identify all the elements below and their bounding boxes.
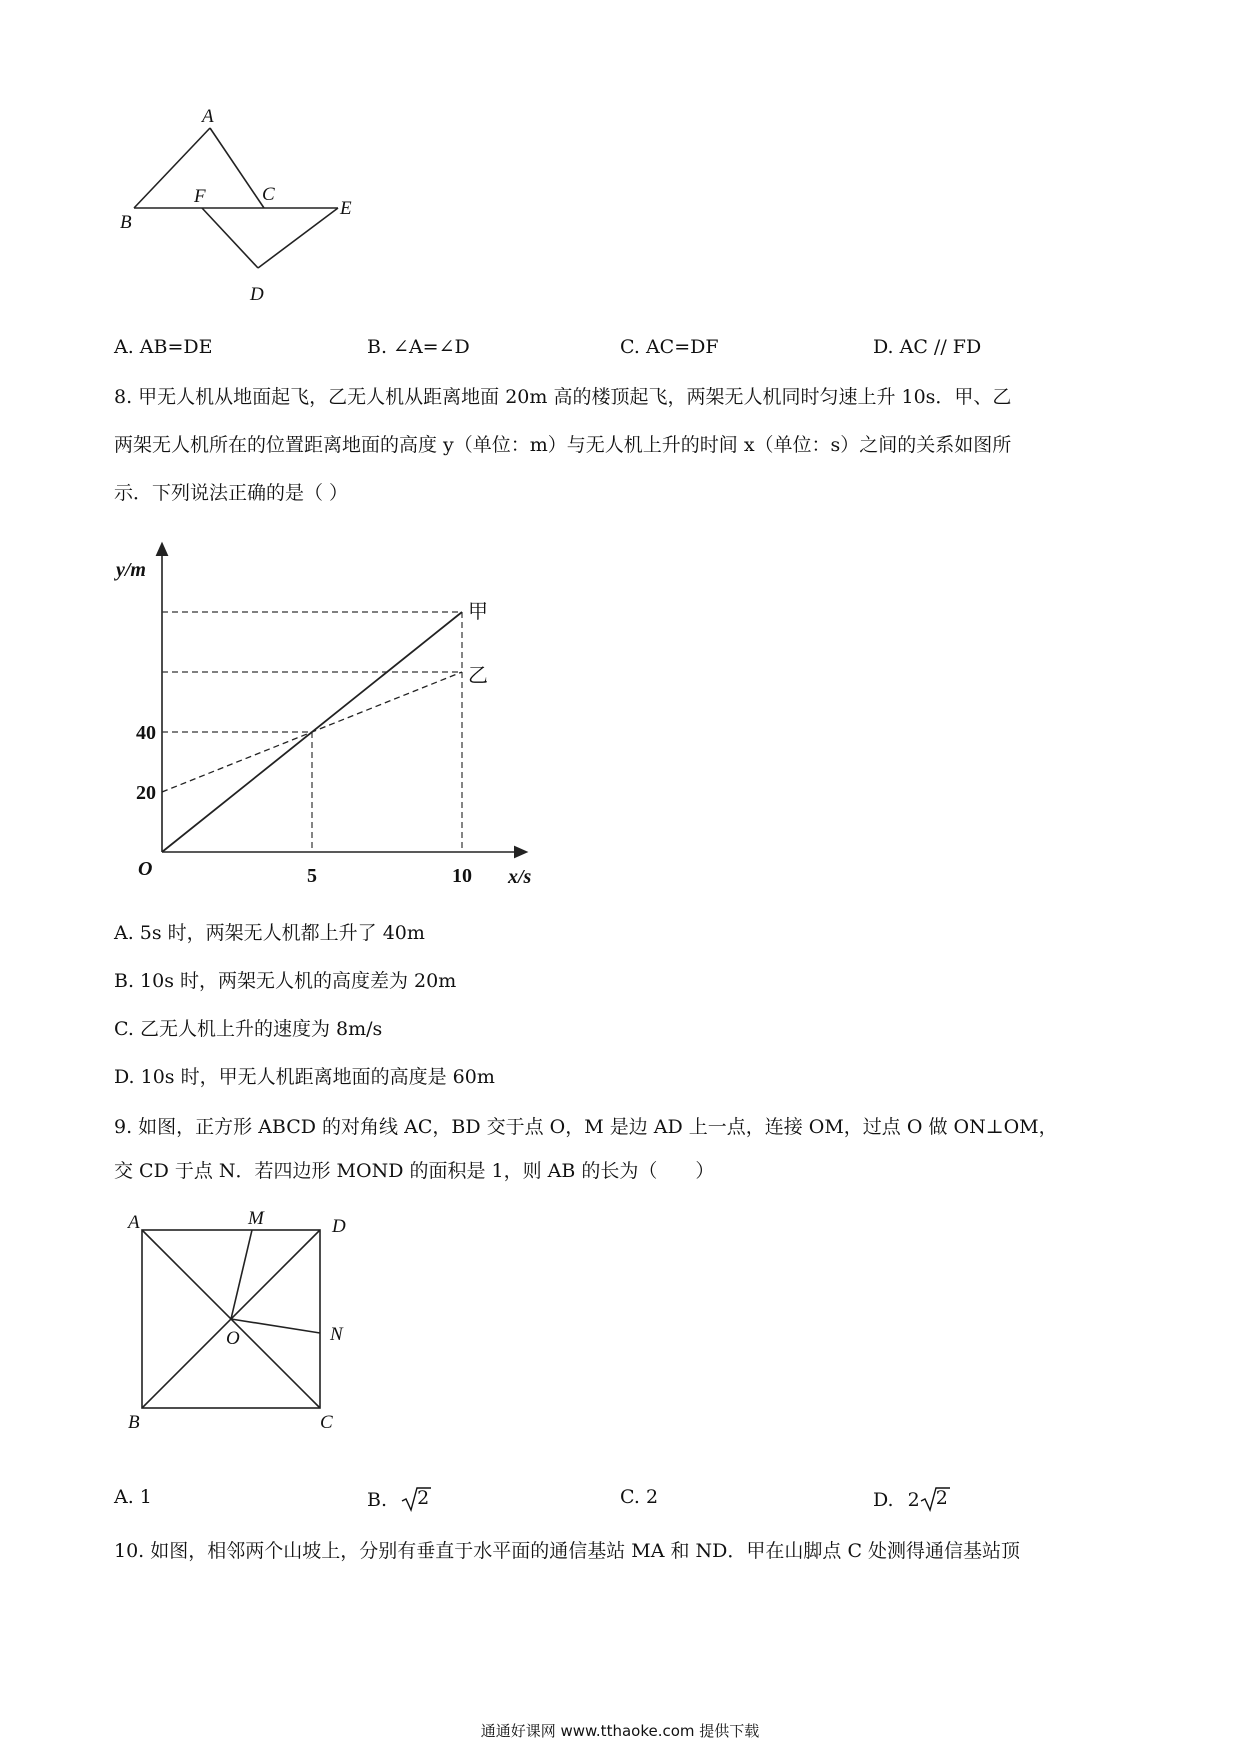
y-axis-label: y/m	[116, 559, 146, 581]
point-label-B: B	[128, 1412, 140, 1433]
q7-option-d[interactable]: D. AC // FD	[873, 336, 982, 358]
point-label-N: N	[330, 1324, 343, 1345]
figure-q9	[110, 1200, 370, 1440]
q8-stem-line1: 8. 甲无人机从地面起飞，乙无人机从距离地面 20m 高的楼顶起飞，两架无人机同时匀速上升 10s．甲、乙	[114, 386, 1012, 408]
point-label-B: B	[120, 212, 132, 233]
y-tick-label: 40	[136, 722, 156, 744]
q9-option-d[interactable]	[873, 1486, 950, 1512]
q8-option-a[interactable]: A. 5s 时，两架无人机都上升了 40m	[114, 922, 425, 944]
series-label-jia: 甲	[468, 599, 488, 623]
x-tick-label: 10	[452, 865, 472, 887]
q9-option-c[interactable]: C. 2	[620, 1486, 659, 1508]
q9-option-d-prefix: D.	[873, 1489, 894, 1511]
q8-stem-line2: 两架无人机所在的位置距离地面的高度 y（单位：m）与无人机上升的时间 x（单位：s）之间的关系如图所	[114, 434, 1012, 456]
sqrt-symbol	[401, 1486, 431, 1512]
point-label-F: F	[194, 186, 206, 207]
q9-stem-line1: 9. 如图，正方形 ABCD 的对角线 AC，BD 交于点 O，M 是边 AD 上一点，连接 OM，过点 O 做 ON⊥OM，	[114, 1116, 1058, 1138]
q7-option-b[interactable]: B. ∠A=∠D	[367, 336, 470, 358]
point-label-D: D	[332, 1216, 346, 1237]
series-label-yi: 乙	[468, 663, 488, 687]
point-label-C: C	[320, 1412, 333, 1433]
x-tick-label: 5	[307, 865, 317, 887]
point-label-D: D	[250, 284, 264, 305]
x-axis-label: x/s	[508, 866, 532, 888]
q8-chart	[110, 540, 550, 900]
q8-option-c[interactable]: C. 乙无人机上升的速度为 8m/s	[114, 1018, 383, 1040]
figure-q7	[110, 100, 370, 310]
q9-option-b-radicand: 2	[417, 1487, 430, 1509]
q8-option-b[interactable]: B. 10s 时，两架无人机的高度差为 20m	[114, 970, 457, 992]
q9-option-b-prefix: B.	[367, 1489, 388, 1511]
y-tick-label: 20	[136, 782, 156, 804]
sqrt-symbol	[920, 1486, 950, 1512]
point-label-A: A	[202, 106, 214, 127]
point-label-O: O	[226, 1328, 240, 1349]
q9-stem-line2: 交 CD 于点 N．若四边形 MOND 的面积是 1，则 AB 的长为（ ）	[114, 1160, 715, 1182]
q9-option-d-radicand: 2	[935, 1487, 948, 1509]
q8-option-d[interactable]: D. 10s 时，甲无人机距离地面的高度是 60m	[114, 1066, 495, 1088]
q9-option-a[interactable]: A. 1	[114, 1486, 152, 1508]
q8-stem-line3: 示．下列说法正确的是（ ）	[114, 482, 349, 504]
q7-option-a[interactable]: A. AB=DE	[114, 336, 213, 358]
point-label-M: M	[248, 1208, 264, 1229]
q10-stem-line1: 10. 如图，相邻两个山坡上，分别有垂直于水平面的通信基站 MA 和 ND．甲在山脚点 C 处测得通信基站顶	[114, 1540, 1021, 1562]
page-footer: 通通好课网 www.tthaoke.com 提供下载	[480, 1722, 760, 1740]
q9-option-d-coef: 2	[907, 1489, 920, 1511]
q7-option-c[interactable]: C. AC=DF	[620, 336, 719, 358]
point-label-E: E	[340, 198, 352, 219]
point-label-A: A	[128, 1212, 140, 1233]
point-label-C: C	[262, 184, 275, 205]
q9-option-b[interactable]	[367, 1486, 431, 1512]
origin-label: O	[138, 858, 153, 880]
